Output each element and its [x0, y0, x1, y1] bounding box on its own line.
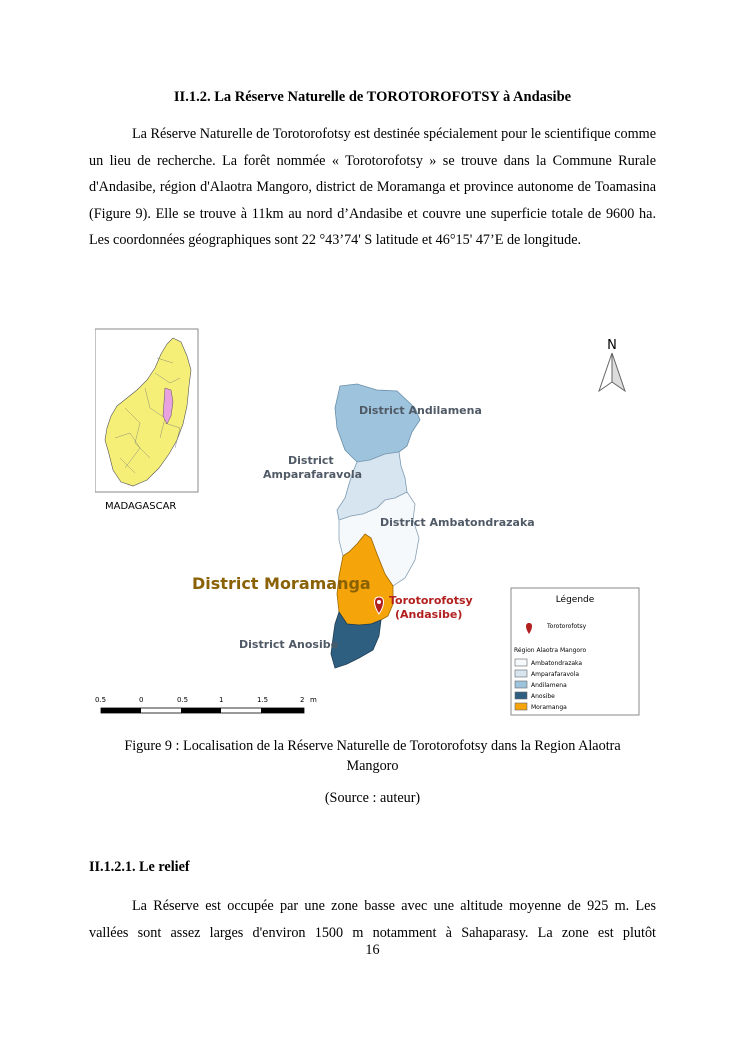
legend-item: Anosibe — [531, 693, 555, 700]
legend-region-label: Région Alaotra Mangoro — [514, 647, 587, 654]
scale-tick-label: 0 — [139, 696, 144, 704]
legend-item: Ambatondrazaka — [531, 660, 583, 667]
figure-caption — [89, 736, 656, 776]
scale-tick-label: 0.5 — [177, 696, 189, 704]
legend-item: Moramanga — [531, 704, 567, 711]
label-amparafaravola-2: Amparafaravola — [263, 468, 363, 481]
scale-tick-label: 2 — [300, 696, 305, 704]
legend-item: Amparafaravola — [531, 671, 580, 678]
scale-bar — [95, 696, 317, 713]
site-label-2: (Andasibe) — [395, 608, 463, 621]
andilamena-district — [335, 384, 420, 462]
relief-paragraph-text: La Réserve est occupée par une zone basse avec une altitude moyenne de 925 m. Les vallées sont assez larges d'environ 1500 m notamment à Sahaparasy. La zone est plutôt — [89, 898, 656, 941]
page-number: 16 — [365, 942, 380, 958]
madagascar-inset — [95, 329, 198, 512]
label-anosibe: District Anosibe — [239, 638, 339, 651]
scale-tick-label: 1.5 — [257, 696, 269, 704]
legend-marker-label: Torotorofotsy — [547, 623, 587, 630]
label-moramanga: District Moramanga — [192, 574, 371, 593]
north-arrow — [599, 338, 625, 391]
map-pin-dot — [377, 600, 381, 604]
site-label-1: Torotorofotsy — [389, 594, 473, 607]
label-andilamena: District Andilamena — [359, 404, 482, 417]
section-heading: II.1.2. La Réserve Naturelle de TOROTOROFOTSY à Andasibe — [173, 89, 572, 105]
scale-unit: m — [310, 696, 317, 704]
legend-swatch — [515, 703, 527, 710]
north-arrow-left — [599, 353, 612, 391]
label-amparafaravola-1: District — [288, 454, 334, 467]
figure-source: (Source : auteur) — [324, 790, 421, 806]
subsection-heading: II.1.2.1. Le relief — [89, 859, 190, 875]
legend-title: Légende — [555, 595, 595, 605]
intro-paragraph-text: La Réserve Naturelle de Torotorofotsy est destinée spécialement pour le scientifique comme un lieu de recherche. La forêt nommée « Torotorofotsy » se trouve dans la Commune Rurale d'Andasibe, région d'Alaotra Mangoro, district de Moramanga et province autonome de Toamasina (Figure 9). Elle se trouve à 11km au nord d’Andasibe et couvre une superficie totale de 9600 ha. Les coordonnées géographiques sont 22 °43’74' S latitude et 46°15' 47’E de longitude. — [89, 126, 656, 249]
relief-paragraph — [89, 893, 656, 946]
legend-swatch — [515, 670, 527, 677]
north-label: N — [607, 338, 617, 353]
scale-tick-label: 1 — [219, 696, 224, 704]
legend-swatch — [515, 681, 527, 688]
location-map — [95, 328, 648, 718]
figure-caption-line-1: Figure 9 : Localisation de la Réserve Naturelle de Torotorofotsy dans la Region Alaotra — [124, 738, 621, 754]
legend-swatch — [515, 659, 527, 666]
inset-label: MADAGASCAR — [105, 501, 177, 512]
location-map-figure — [95, 328, 648, 718]
legend-item: Andilamena — [531, 682, 567, 689]
legend-swatch — [515, 692, 527, 699]
intro-paragraph — [89, 121, 656, 254]
figure-caption-line-2: Mangoro — [346, 758, 399, 774]
north-arrow-right — [612, 353, 625, 391]
map-legend — [511, 588, 639, 715]
scale-tick-label: 0.5 — [95, 696, 107, 704]
label-ambatondrazaka: District Ambatondrazaka — [380, 516, 535, 529]
